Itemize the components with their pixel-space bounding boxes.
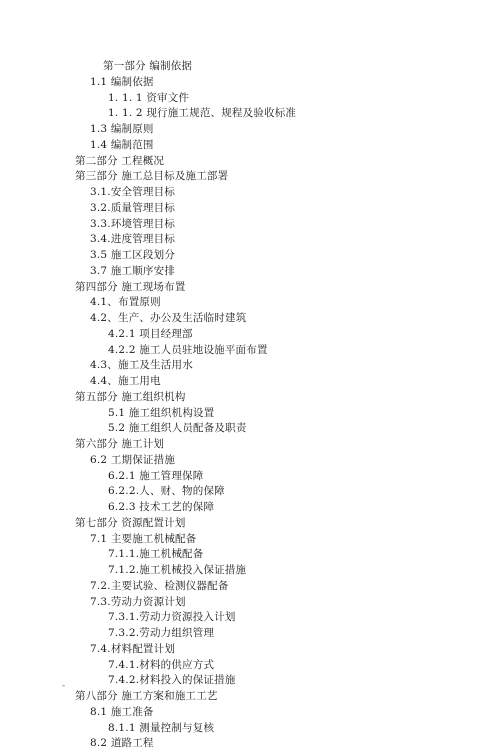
toc-subsection-item: 6.2.1 施工管理保障 [108, 469, 204, 482]
toc-part-heading: 第三部分 施工总目标及施工部署 [75, 170, 229, 183]
toc-subsection-item: 7.4.1.材料的供应方式 [108, 658, 215, 671]
toc-subsection-item: 6.2.2.人、财、物的保障 [108, 485, 225, 498]
toc-part-heading: 第二部分 工程概况 [75, 154, 165, 167]
toc-subsection-item: 1. 1. 1 资审文件 [108, 91, 190, 104]
toc-part-heading: 第四部分 施工现场布置 [75, 280, 186, 293]
toc-part-heading: 第七部分 资源配置计划 [75, 516, 186, 529]
toc-section-item: 7.4.材料配置计划 [90, 642, 176, 655]
toc-subsection-item: 5.2 施工组织人员配备及职责 [108, 422, 247, 435]
toc-section-item: 3.5 施工区段划分 [90, 249, 176, 261]
toc-section-item: 4.1、布置原则 [90, 296, 161, 309]
toc-subsection-item: 7.3.1.劳动力资源投入计划 [108, 611, 236, 624]
toc-section-item: 3.7 施工顺序安排 [90, 264, 176, 277]
toc-section-item: 7.2.主要试验、检测仪器配备 [90, 579, 229, 592]
toc-section-item: 4.2、生产、办公及生活临时建筑 [90, 312, 247, 324]
toc-section-item: 1.3 编制原则 [90, 123, 154, 135]
toc-part-heading: 第五部分 施工组织机构 [75, 390, 186, 403]
toc-section-item: 7.1 主要施工机械配备 [90, 532, 197, 545]
toc-section-item: 7.3.劳动力资源计划 [90, 595, 186, 608]
toc-section-item: 3.1.安全管理目标 [90, 186, 176, 198]
toc-subsection-item: 5.1 施工组织机构设置 [108, 406, 215, 419]
toc-subsection-item: 8.1.1 测量控制与复核 [108, 721, 215, 734]
toc-subsection-item: 7.4.2.材料投入的保证措施 [108, 674, 236, 687]
toc-subsection-item: 4.2.2 施工人员驻地设施平面布置 [108, 343, 268, 356]
toc-subsection-item: 7.1.1.施工机械配备 [108, 548, 204, 561]
table-of-contents [0, 59, 496, 752]
toc-part-heading: 第一部分 编制依据 [103, 60, 193, 72]
toc-section-item: 6.2 工期保证措施 [90, 453, 176, 466]
toc-section-item: 8.1 施工准备 [90, 705, 154, 718]
toc-section-item: 3.2.质量管理目标 [90, 201, 176, 214]
toc-subsection-item: 1. 1. 2 现行施工规范、规程及验收标准 [108, 107, 297, 120]
toc-section-item: 4.4、施工用电 [90, 375, 161, 387]
toc-subsection-item: 7.1.2.施工机械投入保证措施 [108, 564, 247, 576]
toc-section-item: 4.3、施工及生活用水 [90, 359, 193, 372]
toc-subsection-item: 7.3.2.劳动力组织管理 [108, 627, 215, 639]
page-footer-mark: - [62, 681, 66, 691]
toc-section-item: 3.3.环境管理目标 [90, 217, 176, 230]
toc-section-item: 1.4 编制范围 [90, 138, 154, 151]
toc-section-item: 1.1 编制依据 [90, 75, 154, 88]
toc-subsection-item: 4.2.1 项目经理部 [108, 327, 193, 340]
toc-part-heading: 第六部分 施工计划 [75, 438, 165, 450]
toc-subsection-item: 6.2.3 技术工艺的保障 [108, 501, 215, 513]
toc-section-item: 8.2 道路工程 [90, 737, 154, 750]
toc-part-heading: 第八部分 施工方案和施工工艺 [75, 690, 218, 702]
toc-section-item: 3.4.进度管理目标 [90, 233, 176, 246]
